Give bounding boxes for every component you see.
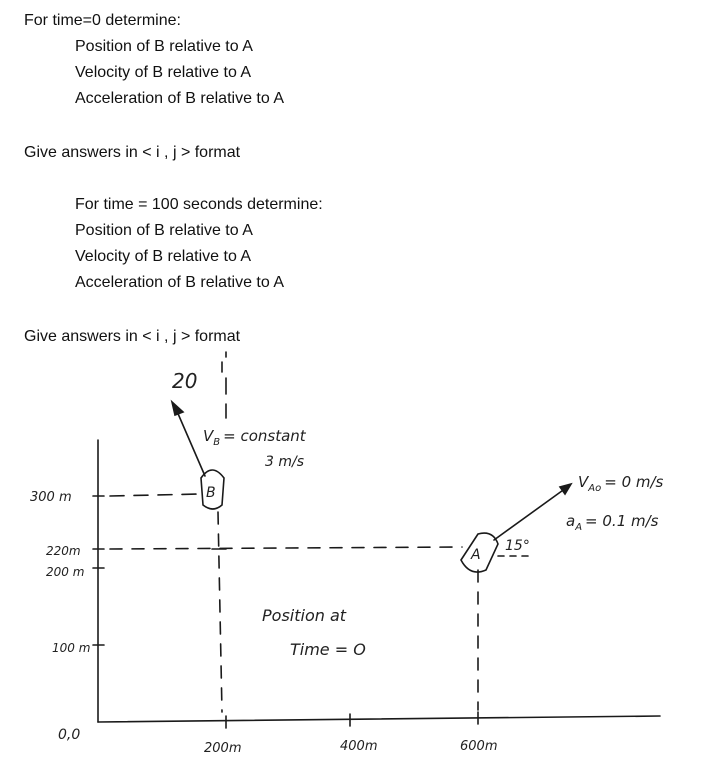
- vb-arrow-head: [172, 402, 183, 415]
- t0-item-acceleration: Acceleration of B relative to A: [75, 90, 284, 107]
- vb-symbol: V: [203, 427, 214, 445]
- aa-rhs: = 0.1 m/s: [585, 512, 659, 530]
- y-label-300: 300 m: [30, 490, 72, 505]
- va-arrow-line: [494, 488, 566, 540]
- t100-item-acceleration: Acceleration of B relative to A: [75, 274, 284, 291]
- x-label-400: 400m: [340, 739, 378, 754]
- y-label-200: 200 m: [46, 565, 85, 579]
- body-a-label: A: [471, 547, 481, 563]
- aa-subscript: A: [575, 522, 583, 533]
- t100-heading: For time = 100 seconds determine:: [75, 196, 323, 213]
- va-subscript: Ao: [588, 483, 602, 494]
- guide-300: [110, 494, 200, 496]
- vb-subscript: B: [213, 437, 221, 448]
- body-b-label: B: [206, 485, 216, 501]
- t0-item-position: Position of B relative to A: [75, 38, 253, 55]
- guide-x200: [218, 512, 222, 712]
- position-note-line2: Time = O: [290, 640, 366, 659]
- va-arrow-head: [560, 484, 571, 494]
- x-label-200: 200m: [204, 741, 242, 756]
- y-label-100: 100 m: [52, 641, 91, 655]
- guide-220: [110, 547, 462, 549]
- x-axis: [98, 716, 660, 722]
- t0-heading: For time=0 determine:: [24, 12, 181, 29]
- x-label-600: 600m: [460, 739, 498, 754]
- y-label-220: 220m: [46, 544, 81, 558]
- angle-label: 15°: [505, 538, 530, 554]
- vb-arrow-line: [176, 409, 205, 476]
- vb-rhs: = constant: [223, 427, 306, 445]
- format-note-1: Give answers in < i , j > format: [24, 144, 241, 161]
- vb-label: [203, 427, 307, 448]
- va-label: [578, 473, 664, 494]
- position-note-line1: Position at: [262, 606, 347, 625]
- t100-item-velocity: Velocity of B relative to A: [75, 248, 252, 265]
- t100-item-position: Position of B relative to A: [75, 222, 253, 239]
- origin-label: 0,0: [58, 727, 81, 743]
- vb-value: 3 m/s: [265, 454, 305, 470]
- aa-symbol: a: [566, 512, 576, 530]
- va-symbol: V: [578, 473, 589, 491]
- va-rhs: = 0 m/s: [604, 473, 664, 491]
- t0-item-velocity: Velocity of B relative to A: [75, 64, 252, 81]
- format-note-2: Give answers in < i , j > format: [24, 328, 241, 345]
- aa-label: [566, 512, 659, 533]
- scribble-strokes: [222, 352, 226, 418]
- scribble-text: 20: [172, 369, 198, 393]
